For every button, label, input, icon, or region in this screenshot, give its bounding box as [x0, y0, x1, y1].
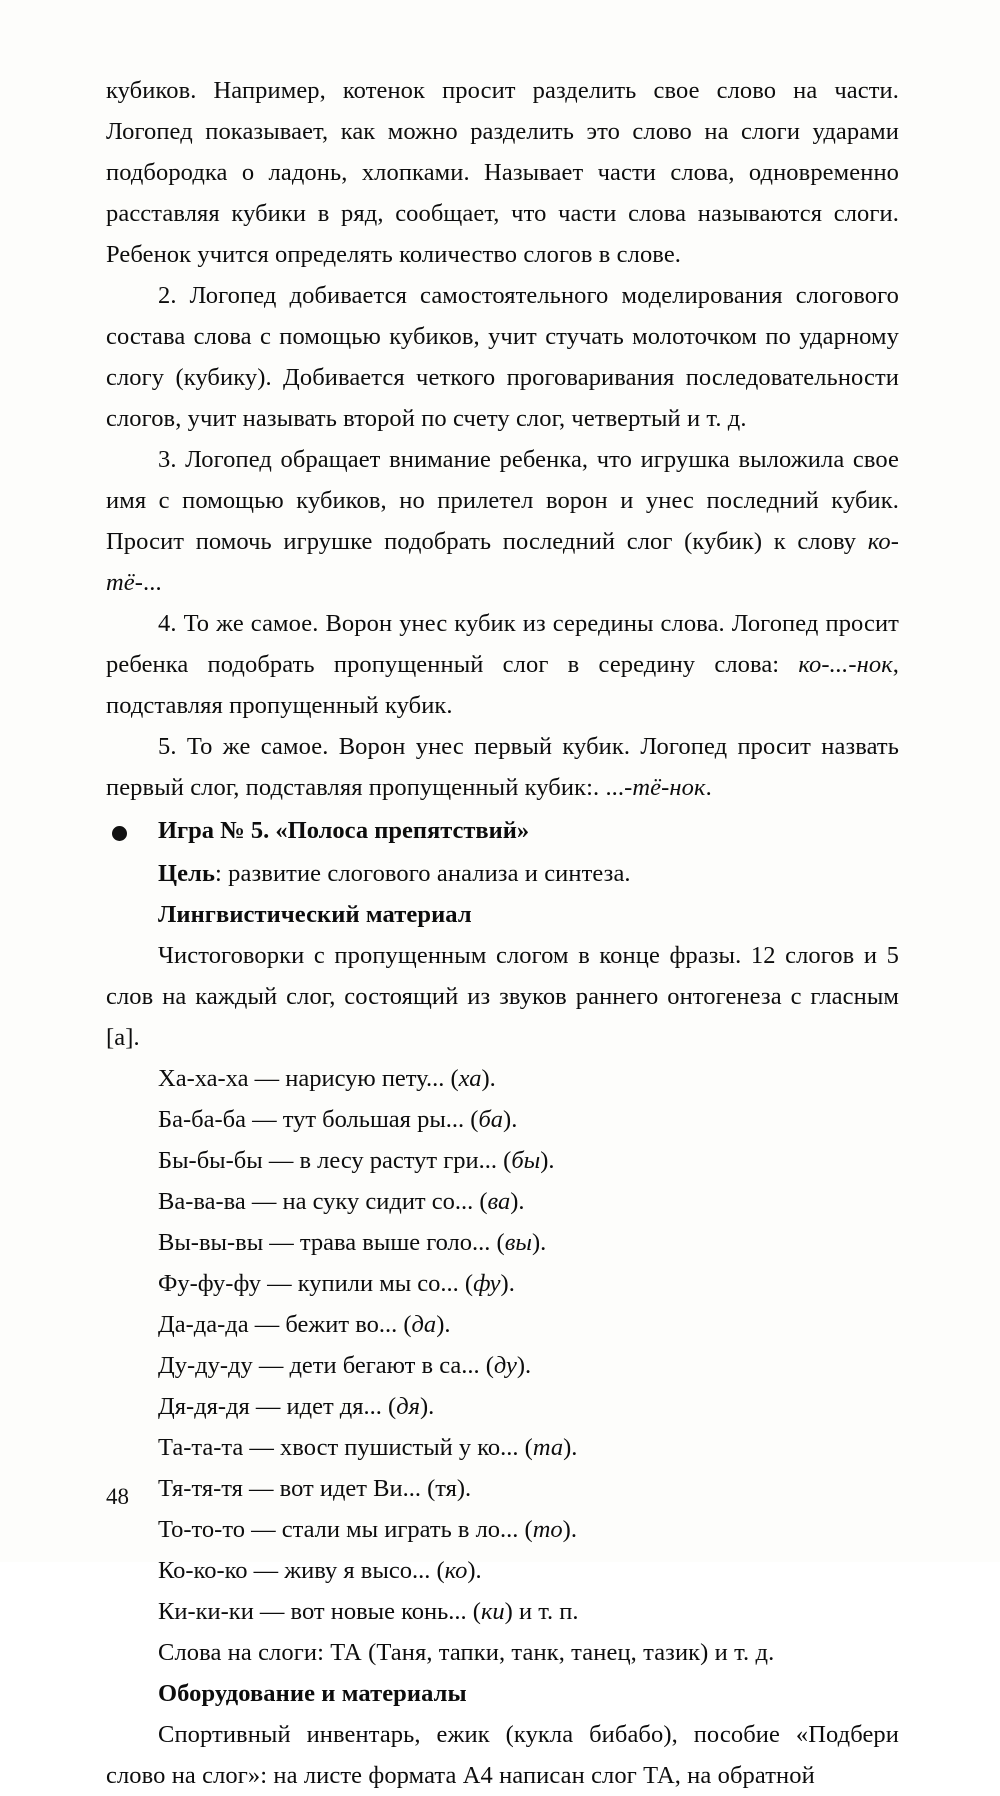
equipment-text: Спортивный инвентарь, ежик (кукла бибабо), пособие «Подбери слово на слог»: на листе формата А4 написан слог ТА, на обратной	[106, 1721, 899, 1789]
paragraph-item-5-tail: .	[705, 774, 712, 801]
chant-text: Ба-ба-ба — тут большая ры... (	[158, 1106, 479, 1133]
chant-answer: ко	[444, 1557, 468, 1584]
chant-tail: ).	[531, 1229, 547, 1256]
chant-answer: дя	[396, 1393, 420, 1420]
paragraph-item-2: 2. Логопед добивается самостоятельного моделирования слогового состава слова с помощью кубиков, учит стучать молоточком по ударному слогу (кубику). Добивается четкого проговаривания последовательности слогов, учит называть второй по счету слог, четвертый и т. д.	[106, 282, 899, 432]
list-item	[106, 1550, 899, 1591]
chant-text: Фу-фу-фу — купили мы со... (	[158, 1270, 474, 1297]
chant-text: Дя-дя-дя — идет дя... (	[158, 1393, 397, 1420]
equipment-heading: Оборудование и материалы	[158, 1680, 467, 1707]
game-heading	[106, 810, 899, 853]
list-item	[106, 1345, 899, 1386]
chant-tail: ).	[436, 1311, 451, 1338]
chant-tail: ).	[510, 1188, 525, 1215]
game-title: Игра № 5. «Полоса препятствий»	[158, 817, 530, 844]
paragraph-item-4-emphasis: ко-...-нок	[798, 651, 893, 678]
chant-text: Тя-тя-тя — вот идет Ви... (	[158, 1475, 436, 1502]
chant-tail: ).	[516, 1352, 532, 1379]
linguistic-material-intro: Чистоговорки с пропущенным слогом в конце фразы. 12 слогов и 5 слов на каждый слог, состоящий из звуков раннего онтогенеза с гласным [а].	[106, 942, 899, 1051]
list-item	[106, 1181, 899, 1222]
chant-text: То-то-то — стали мы играть в ло... (	[158, 1516, 533, 1543]
paragraph-item-3-tail: ...	[143, 569, 162, 596]
paragraph-item-5-text: 5. То же самое. Ворон унес первый кубик. Логопед просит назвать первый слог, подставляя пропущенный кубик:. ...-	[106, 733, 899, 801]
paragraph-item-5	[106, 726, 899, 808]
list-item	[106, 1386, 899, 1427]
list-item	[106, 1058, 899, 1099]
chant-tail: ).	[420, 1393, 435, 1420]
chant-tail: ).	[500, 1270, 515, 1297]
chant-answer: ба	[478, 1106, 504, 1133]
chant-answer: фу	[473, 1270, 501, 1297]
chant-answer: ду	[493, 1352, 517, 1379]
linguistic-material-heading: Лингвистический материал	[158, 901, 472, 928]
chant-tail: ).	[456, 1475, 472, 1502]
paragraph-item-4	[106, 603, 899, 726]
list-item	[106, 1509, 899, 1550]
chant-text: Та-та-та — хвост пушистый у ко... (	[158, 1434, 533, 1461]
chant-answer: ха	[458, 1065, 482, 1092]
game-goal-text: : развитие слогового анализа и синтеза.	[215, 860, 631, 887]
chant-answer: бы	[511, 1147, 541, 1174]
paragraph-item-4-text: 4. То же самое. Ворон унес кубик из середины слова. Логопед просит ребенка подобрать пропущенный слог в середину слова:	[106, 610, 899, 678]
chant-answer: та	[532, 1434, 564, 1461]
list-item	[106, 1099, 899, 1140]
paragraph-item-3	[106, 439, 899, 603]
list-item	[106, 1427, 899, 1468]
list-item	[106, 1140, 899, 1181]
chant-text: Ко-ко-ко — живу я высо... (	[158, 1557, 445, 1584]
page-number: 48	[106, 1484, 129, 1509]
chant-tail: ) и т. п.	[504, 1598, 579, 1625]
paragraph-item-3-emphasis: ко-тё-	[106, 528, 899, 596]
chant-text: Ду-ду-ду — дети бегают в са... (	[158, 1352, 494, 1379]
chant-tail: ).	[563, 1434, 578, 1461]
chant-answer: то	[532, 1516, 563, 1543]
chant-tail: ).	[562, 1516, 577, 1543]
chant-answer: да	[411, 1311, 437, 1338]
chant-tail: ).	[540, 1147, 555, 1174]
chant-text: Ки-ки-ки — вот новые конь... (	[158, 1598, 481, 1625]
list-item	[106, 1222, 899, 1263]
chant-tail: ).	[503, 1106, 518, 1133]
chant-answer: тя	[435, 1475, 457, 1502]
list-item	[106, 1468, 899, 1509]
list-item	[106, 1304, 899, 1345]
chant-text: Ха-ха-ха — нарисую пету... (	[158, 1065, 459, 1092]
paragraph-item-5-emphasis: тё-нок	[632, 774, 706, 801]
bullet-dot-icon	[106, 812, 158, 853]
list-item	[106, 1591, 899, 1632]
paragraph-item-3-text: 3. Логопед обращает внимание ребенка, что игрушка выложила свое имя с помощью кубиков, но прилетел ворон и унес последний кубик. Просит помочь игрушке подобрать последний слог (кубик) к слову	[106, 446, 899, 555]
paragraph-item-4-tail: , подставляя пропущенный кубик.	[106, 651, 899, 719]
game-goal	[106, 853, 899, 894]
chant-list	[106, 1058, 899, 1632]
list-item	[106, 1263, 899, 1304]
chant-tail: ).	[481, 1065, 496, 1092]
chant-text: Вы-вы-вы — трава выше голо... (	[158, 1229, 505, 1256]
chant-answer: ва	[487, 1188, 511, 1215]
words-by-syllable-line: Слова на слоги: ТА (Таня, тапки, танк, танец, тазик) и т. д.	[158, 1639, 775, 1666]
chant-answer: ки	[480, 1598, 505, 1625]
paragraph-continued: кубиков. Например, котенок просит разделить свое слово на части. Логопед показывает, как можно разделить это слово на слоги ударами подбородка о ладонь, хлопками. Называет части слова, одновременно расставляя кубики в ряд, сообщает, что части слова называются слоги. Ребенок учится определять количество слогов в слове.	[106, 77, 899, 268]
chant-text: Ва-ва-ва — на суку сидит со... (	[158, 1188, 488, 1215]
game-goal-label: Цель	[158, 860, 216, 887]
chant-text: Бы-бы-бы — в лесу растут гри... (	[158, 1147, 512, 1174]
page-content	[106, 70, 899, 1796]
chant-tail: ).	[467, 1557, 482, 1584]
chant-text: Да-да-да — бежит во... (	[158, 1311, 412, 1338]
chant-answer: вы	[504, 1229, 532, 1256]
